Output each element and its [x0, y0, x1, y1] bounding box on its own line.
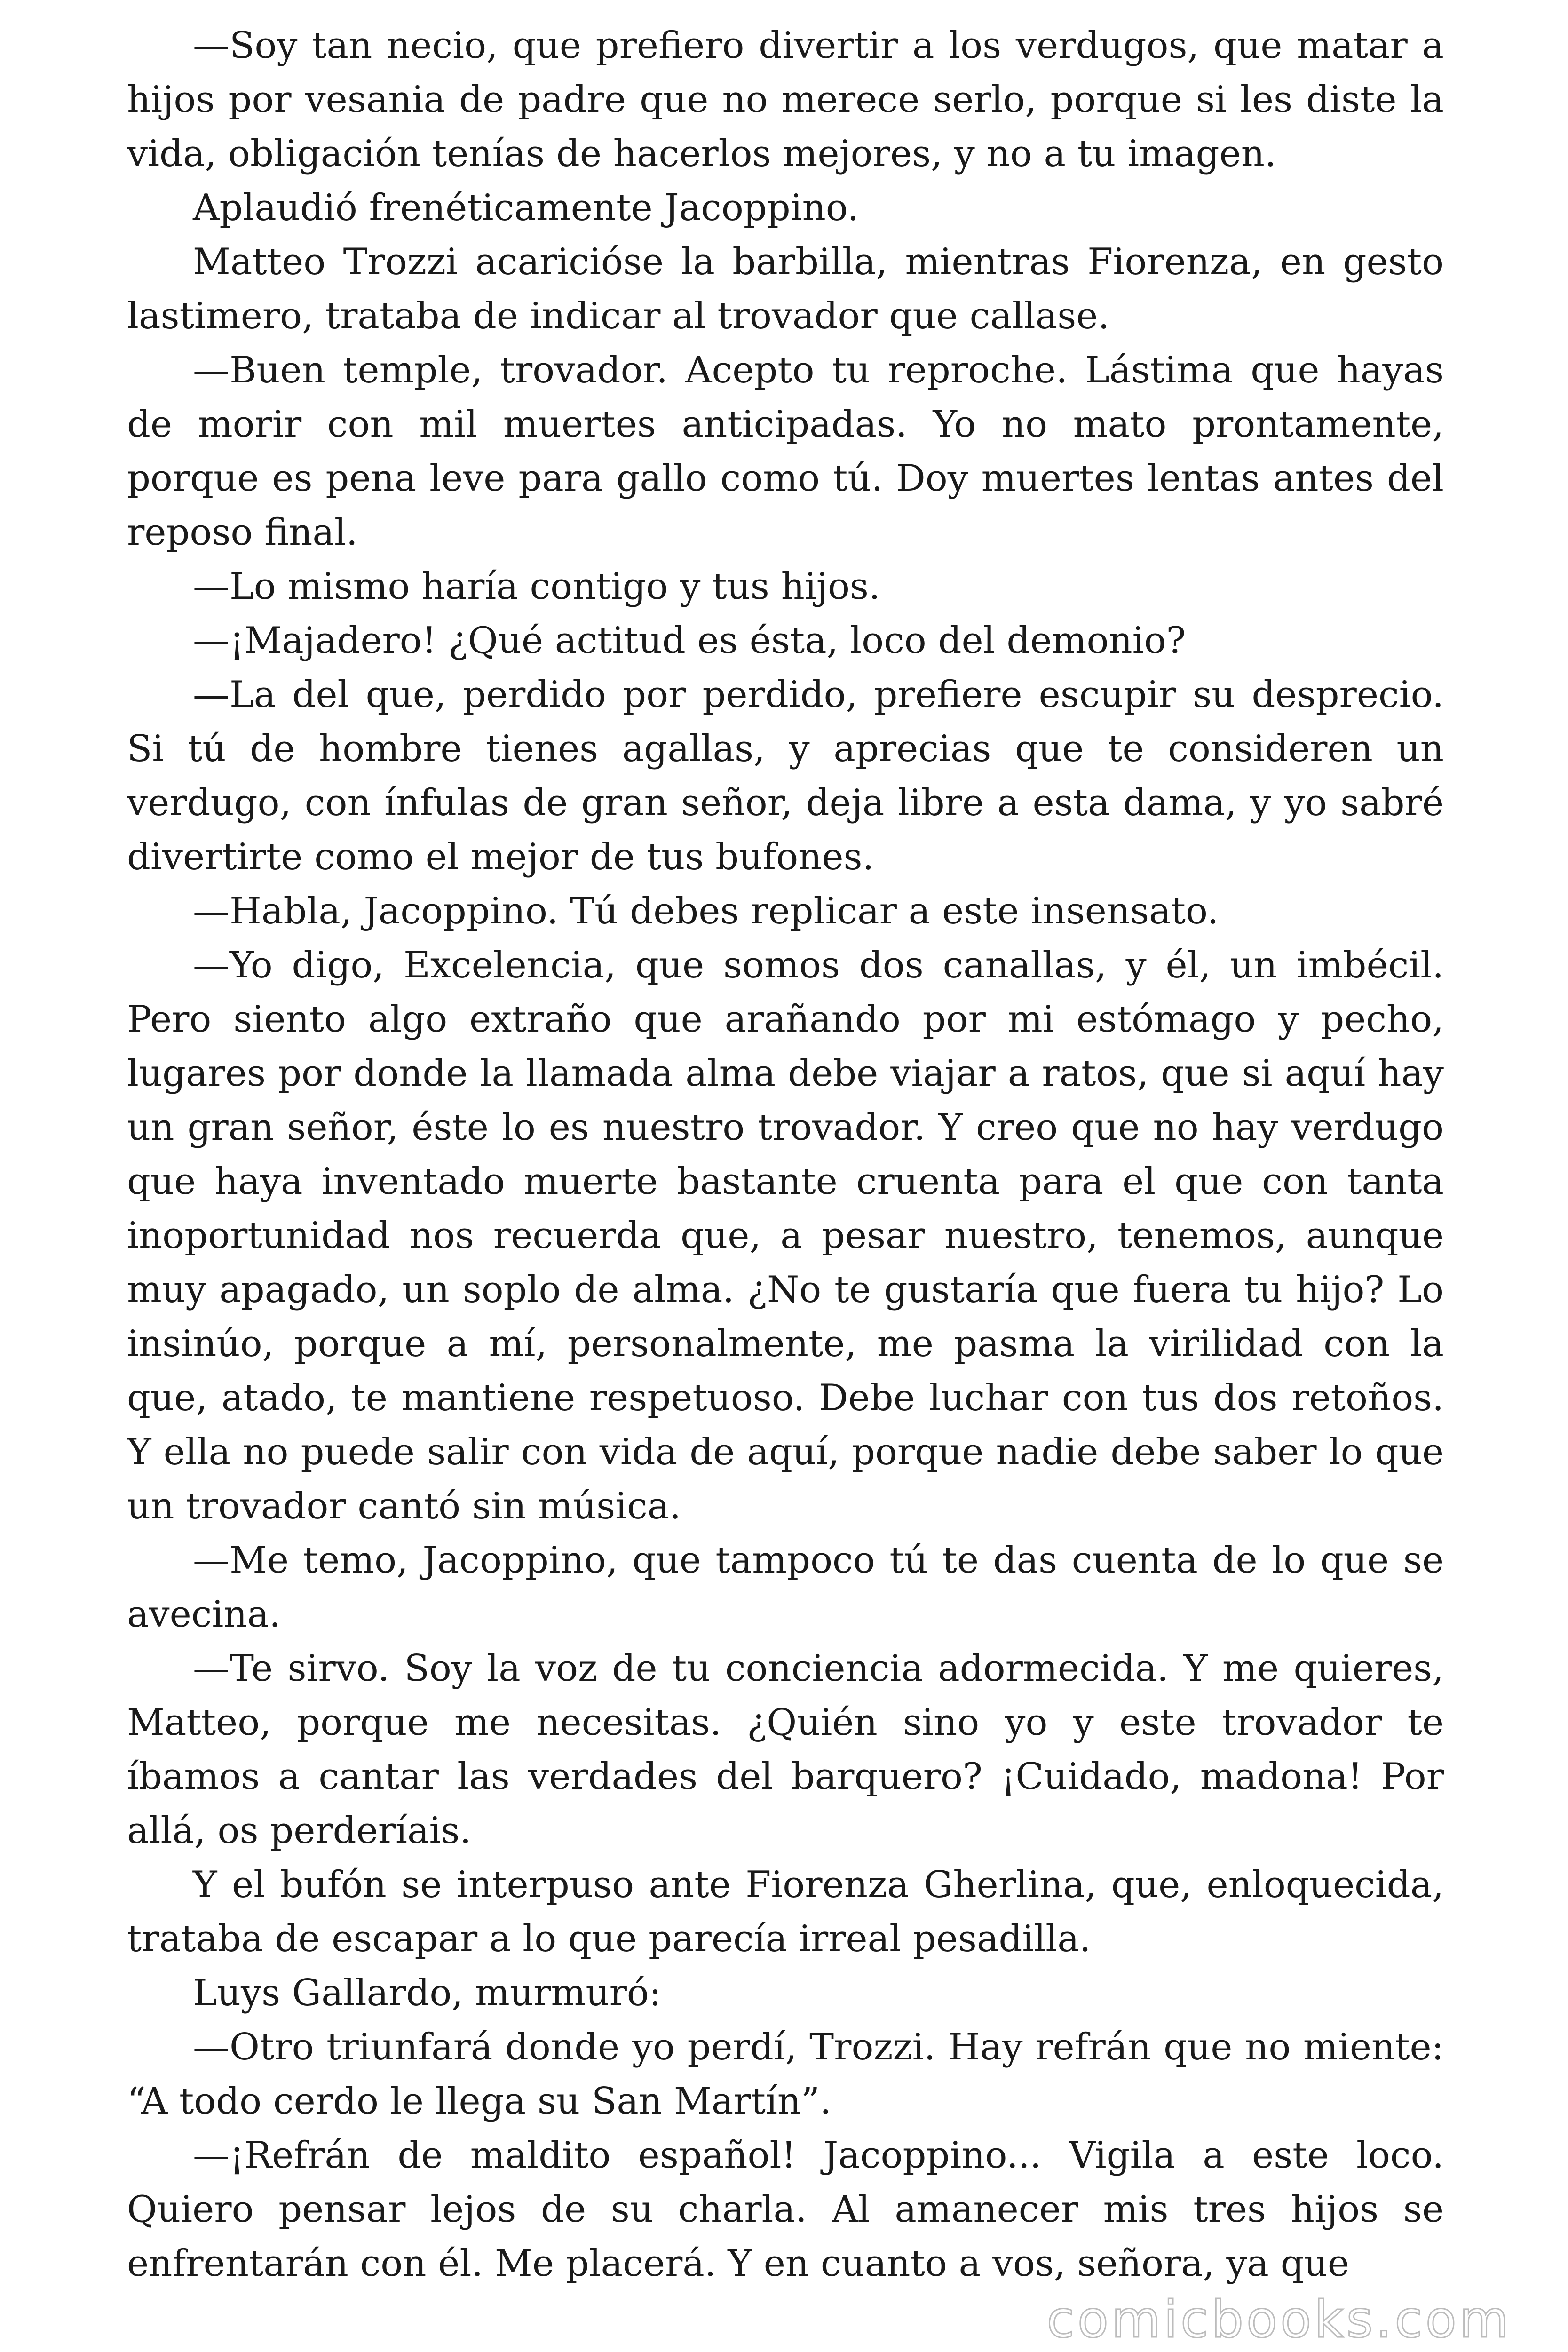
paragraph: Y el bufón se interpuso ante Fiorenza Gherlina, que, enloquecida, trataba de escapar a lo que parecía irreal pesadilla.: [127, 1864, 1444, 1960]
book-page-text: [127, 19, 1444, 2296]
paragraph: —¡Majadero! ¿Qué actitud es ésta, loco del demonio?: [193, 620, 1186, 662]
paragraph: —Yo digo, Excelencia, que somos dos canallas, y él, un imbécil. Pero siento algo extraño que arañando por mi estómago y pecho, lugares por donde la llamada alma debe viajar a ratos, que si aquí hay un gran señor, éste lo es nuestro trovador. Y creo que no hay verdugo que haya inventado muerte bastante cruenta para el que con tanta inoportunidad nos recuerda que, a pesar nuestro, tenemos, aunque muy apagado, un soplo de alma. ¿No te gustaría que fuera tu hijo? Lo insinúo, porque a mí, personalmente, me pasma la virilidad con la que, atado, te mantiene respetuoso. Debe luchar con tus dos retoños. Y ella no puede salir con vida de aquí, porque nadie debe saber lo que un trovador cantó sin música.: [127, 944, 1444, 1527]
paragraph: Aplaudió frenéticamente Jacoppino.: [193, 187, 859, 229]
watermark: comicbooks.com: [1046, 2290, 1512, 2349]
paragraph: —¡Refrán de maldito español! Jacoppino... Vigila a este loco. Quiero pensar lejos de su charla. Al amanecer mis tres hijos se enfrentarán con él. Me placerá. Y en cuanto a vos, señora, ya que: [127, 2134, 1444, 2285]
paragraph: Luys Gallardo, murmuró:: [193, 1972, 662, 2014]
paragraph: —La del que, perdido por perdido, prefiere escupir su desprecio. Si tú de hombre tienes agallas, y aprecias que te consideren un verdugo, con ínfulas de gran señor, deja libre a esta dama, y yo sabré divertirte como el mejor de tus bufones.: [127, 674, 1444, 878]
paragraph: —Lo mismo haría contigo y tus hijos.: [193, 565, 880, 608]
paragraph: Matteo Trozzi acariciόse la barbilla, mientras Fiorenza, en gesto lastimero, trataba de indicar al trovador que callase.: [127, 241, 1444, 337]
paragraph: —Buen temple, trovador. Acepto tu reproche. Lástima que hayas de morir con mil muertes anticipadas. Yo no mato prontamente, porque es pena leve para gallo como tú. Doy muertes lentas antes del reposo final.: [127, 349, 1444, 554]
paragraph: —Habla, Jacoppino. Tú debes replicar a este insensato.: [193, 890, 1219, 932]
paragraph: —Soy tan necio, que prefiero divertir a los verdugos, que matar a hijos por vesania de padre que no merece serlo, porque si les diste la vida, obligación tenías de hacerlos mejores, y no a tu imagen.: [127, 24, 1444, 175]
paragraph: —Te sirvo. Soy la voz de tu conciencia adormecida. Y me quieres, Matteo, porque me necesitas. ¿Quién sino yo y este trovador te íbamos a cantar las verdades del barquero? ¡Cuidado, madona! Por allá, os perderíais.: [127, 1647, 1444, 1852]
paragraph: —Me temo, Jacoppino, que tampoco tú te das cuenta de lo que se avecina.: [127, 1539, 1444, 1636]
paragraph: —Otro triunfará donde yo perdí, Trozzi. Hay refrán que no miente: “A todo cerdo le llega su San Martín”.: [127, 2026, 1444, 2122]
